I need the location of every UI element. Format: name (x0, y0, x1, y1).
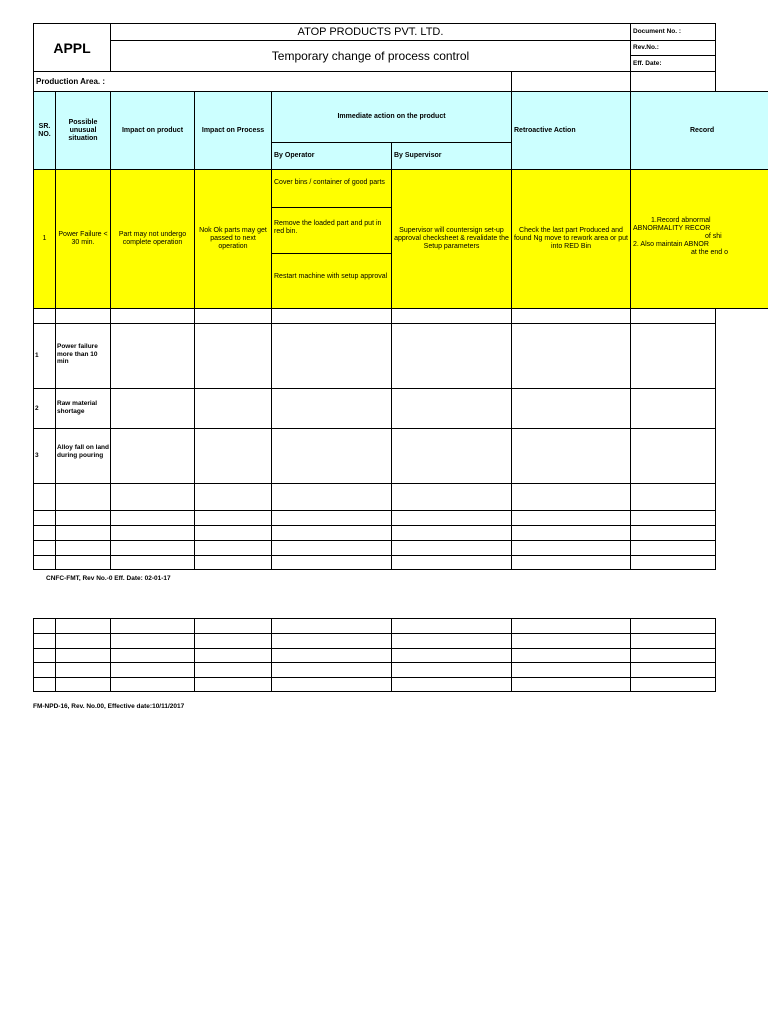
col-impact-product: Impact on product (110, 91, 195, 170)
hl-record (630, 169, 768, 309)
eff-date-cell (630, 55, 716, 72)
logo-text: APPL (53, 39, 91, 56)
hl-operator-action-1: Cover bins / container of good parts (271, 169, 392, 208)
col-possible-situation: Possible unusual situation (55, 91, 111, 170)
grid-vline (391, 308, 392, 570)
table-row-situation: Power failure more than 10 min (57, 343, 98, 365)
grid-hline (33, 510, 716, 511)
table-row-sr: 1 (35, 352, 39, 359)
footer-npd-ref: FM-NPD-16, Rev. No.00, Effective date:10/11/2017 (33, 703, 185, 710)
grid-hline (33, 525, 716, 526)
grid-vline (630, 308, 631, 570)
form-title-cell (110, 40, 631, 72)
grid-hline (33, 662, 716, 663)
doc-no-label: Document No. : (633, 28, 682, 35)
hl-record-line-2: ABNORMALITY RECOR (633, 225, 711, 232)
grid-hline (33, 540, 716, 541)
col-retroactive: Retroactive Action (511, 91, 631, 170)
doc-no-cell (630, 23, 716, 41)
grid-hline (33, 323, 716, 324)
col-sr-no: SR. NO. (33, 91, 56, 170)
grid-vline (391, 618, 392, 692)
hl-situation: Power Failure < 30 min. (55, 169, 111, 309)
grid-hline (33, 388, 716, 389)
rev-no-cell (630, 40, 716, 56)
main-grid (33, 308, 716, 570)
hl-operator-action-3: Restart machine with setup approval (271, 253, 392, 309)
table-row-situation: Raw material shortage (57, 400, 98, 415)
col-immediate-action: Immediate action on the product (271, 91, 512, 143)
form-title: Temporary change of process control (271, 49, 470, 63)
grid-hline (33, 648, 716, 649)
table-row-sr: 2 (35, 405, 39, 412)
grid-vline (110, 308, 111, 570)
grid-vline (194, 308, 195, 570)
production-area-label: Production Area. : (36, 76, 106, 86)
production-area-gap-cell (511, 71, 631, 92)
hl-impact-process: Nok Ok parts may get passed to next operation (194, 169, 272, 309)
company-name-cell (110, 23, 631, 41)
grid-vline (630, 618, 631, 692)
hl-supervisor: Supervisor will countersign set-up approval checksheet & revalidate the Setup parameters (391, 169, 512, 309)
table-row-sr: 3 (35, 452, 39, 459)
eff-date-label: Eff. Date: (633, 59, 662, 67)
col-impact-process: Impact on Process (194, 91, 272, 170)
grid-hline (33, 555, 716, 556)
hl-operator-action-2: Remove the loaded part and put in red bin. (271, 207, 392, 254)
grid-vline (511, 618, 512, 692)
grid-hline (33, 633, 716, 634)
grid-hline (33, 428, 716, 429)
production-area-right-cell (630, 71, 716, 92)
grid-vline (271, 618, 272, 692)
second-grid (33, 618, 716, 692)
company-name: ATOP PRODUCTS PVT. LTD. (297, 26, 444, 38)
grid-vline (194, 618, 195, 692)
table-row-situation: Alloy fall on land during pouring (57, 444, 110, 459)
grid-vline (110, 618, 111, 692)
col-by-supervisor: By Supervisor (391, 142, 512, 170)
hl-record-line-5: at the end o (691, 249, 728, 256)
grid-vline (55, 308, 56, 570)
col-by-operator: By Operator (271, 142, 392, 170)
production-area-cell (33, 71, 512, 92)
col-record: Record (630, 91, 768, 170)
grid-vline (55, 618, 56, 692)
grid-vline (511, 308, 512, 570)
hl-retroactive: Check the last part Produced and found Ng move to rework area or put into RED Bin (511, 169, 631, 309)
grid-hline (33, 677, 716, 678)
grid-hline (33, 483, 716, 484)
hl-sr: 1 (33, 169, 56, 309)
hl-record-line-4: 2. Also maintain ABNOR (633, 241, 709, 248)
hl-impact-product: Part may not undergo complete operation (110, 169, 195, 309)
grid-vline (271, 308, 272, 570)
hl-record-line-3: of shi (705, 233, 722, 240)
logo-cell (33, 23, 111, 72)
footer-form-ref: CNFC-FMT, Rev No.-0 Eff. Date: 02-01-17 (46, 575, 171, 582)
hl-record-line-1: 1.Record abnormal (651, 217, 711, 224)
rev-no-label: Rev.No.: (633, 44, 659, 51)
